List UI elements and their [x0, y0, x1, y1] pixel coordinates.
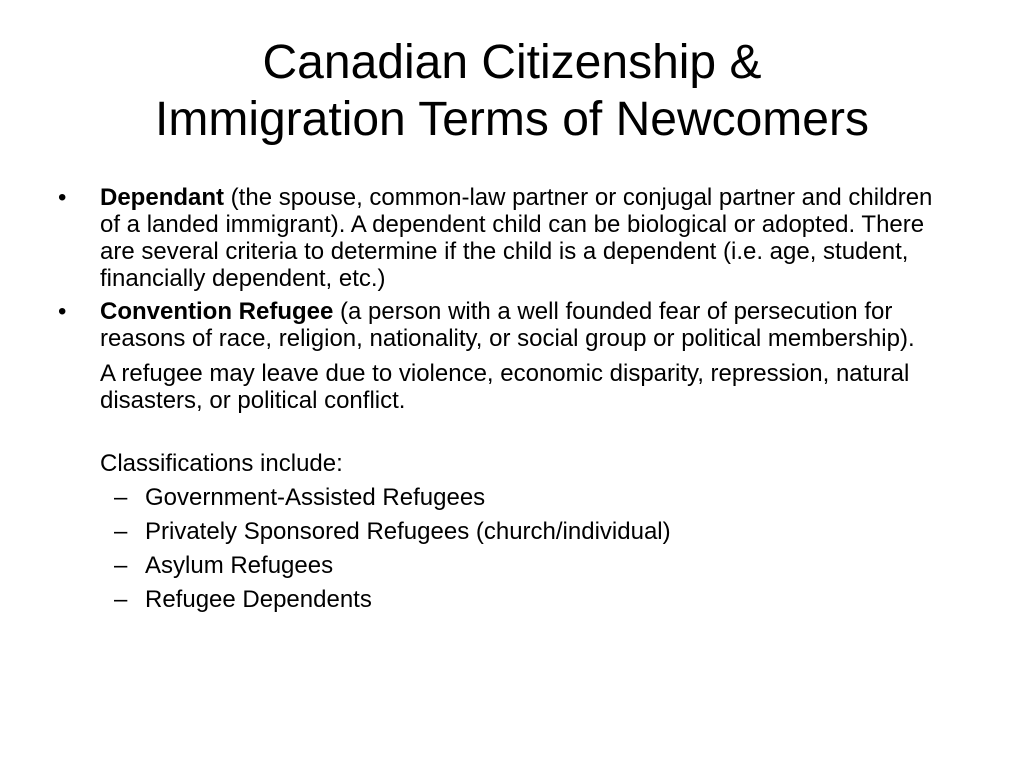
definition-dependant: (the spouse, common-law partner or conjugal partner and children of a landed immigrant). A dependent child can be biological or adopted. There are several criteria to determine if the child is a dependent (i.e. age, student, financially dependent, etc.)	[100, 184, 933, 292]
classification-item	[58, 552, 958, 579]
classification-label: Asylum Refugees	[145, 552, 334, 579]
bullet-item-dependant	[58, 184, 958, 292]
classification-item	[58, 484, 958, 511]
slide-title	[40, 34, 984, 148]
slide-body	[58, 184, 958, 613]
refugee-note: A refugee may leave due to violence, economic disparity, repression, natural disasters, or political conflict.	[100, 360, 910, 414]
classifications-heading: Classifications include:	[100, 450, 343, 477]
bullet-icon: •	[58, 298, 67, 325]
classification-label: Refugee Dependents	[145, 586, 372, 613]
classification-label: Privately Sponsored Refugees (church/individual)	[145, 518, 671, 545]
bullet-icon: •	[58, 184, 67, 211]
classification-label: Government-Assisted Refugees	[145, 484, 486, 511]
definition-convention-refugee: (a person with a well founded fear of persecution for reasons of race, religion, nationality, or social group or political membership).	[100, 298, 915, 352]
dash-icon: –	[114, 518, 128, 545]
term-dependant: Dependant	[100, 184, 225, 211]
dash-icon: –	[114, 552, 128, 579]
classification-item	[58, 586, 958, 613]
dash-icon: –	[114, 484, 128, 511]
bullet-item-convention-refugee	[58, 298, 958, 352]
classification-item	[58, 518, 958, 545]
dash-icon: –	[114, 586, 128, 613]
slide-title-line-2: Immigration Terms of Newcomers	[155, 93, 869, 146]
slide-title-line-1: Canadian Citizenship &	[262, 36, 762, 89]
term-convention-refugee: Convention Refugee	[100, 298, 334, 325]
